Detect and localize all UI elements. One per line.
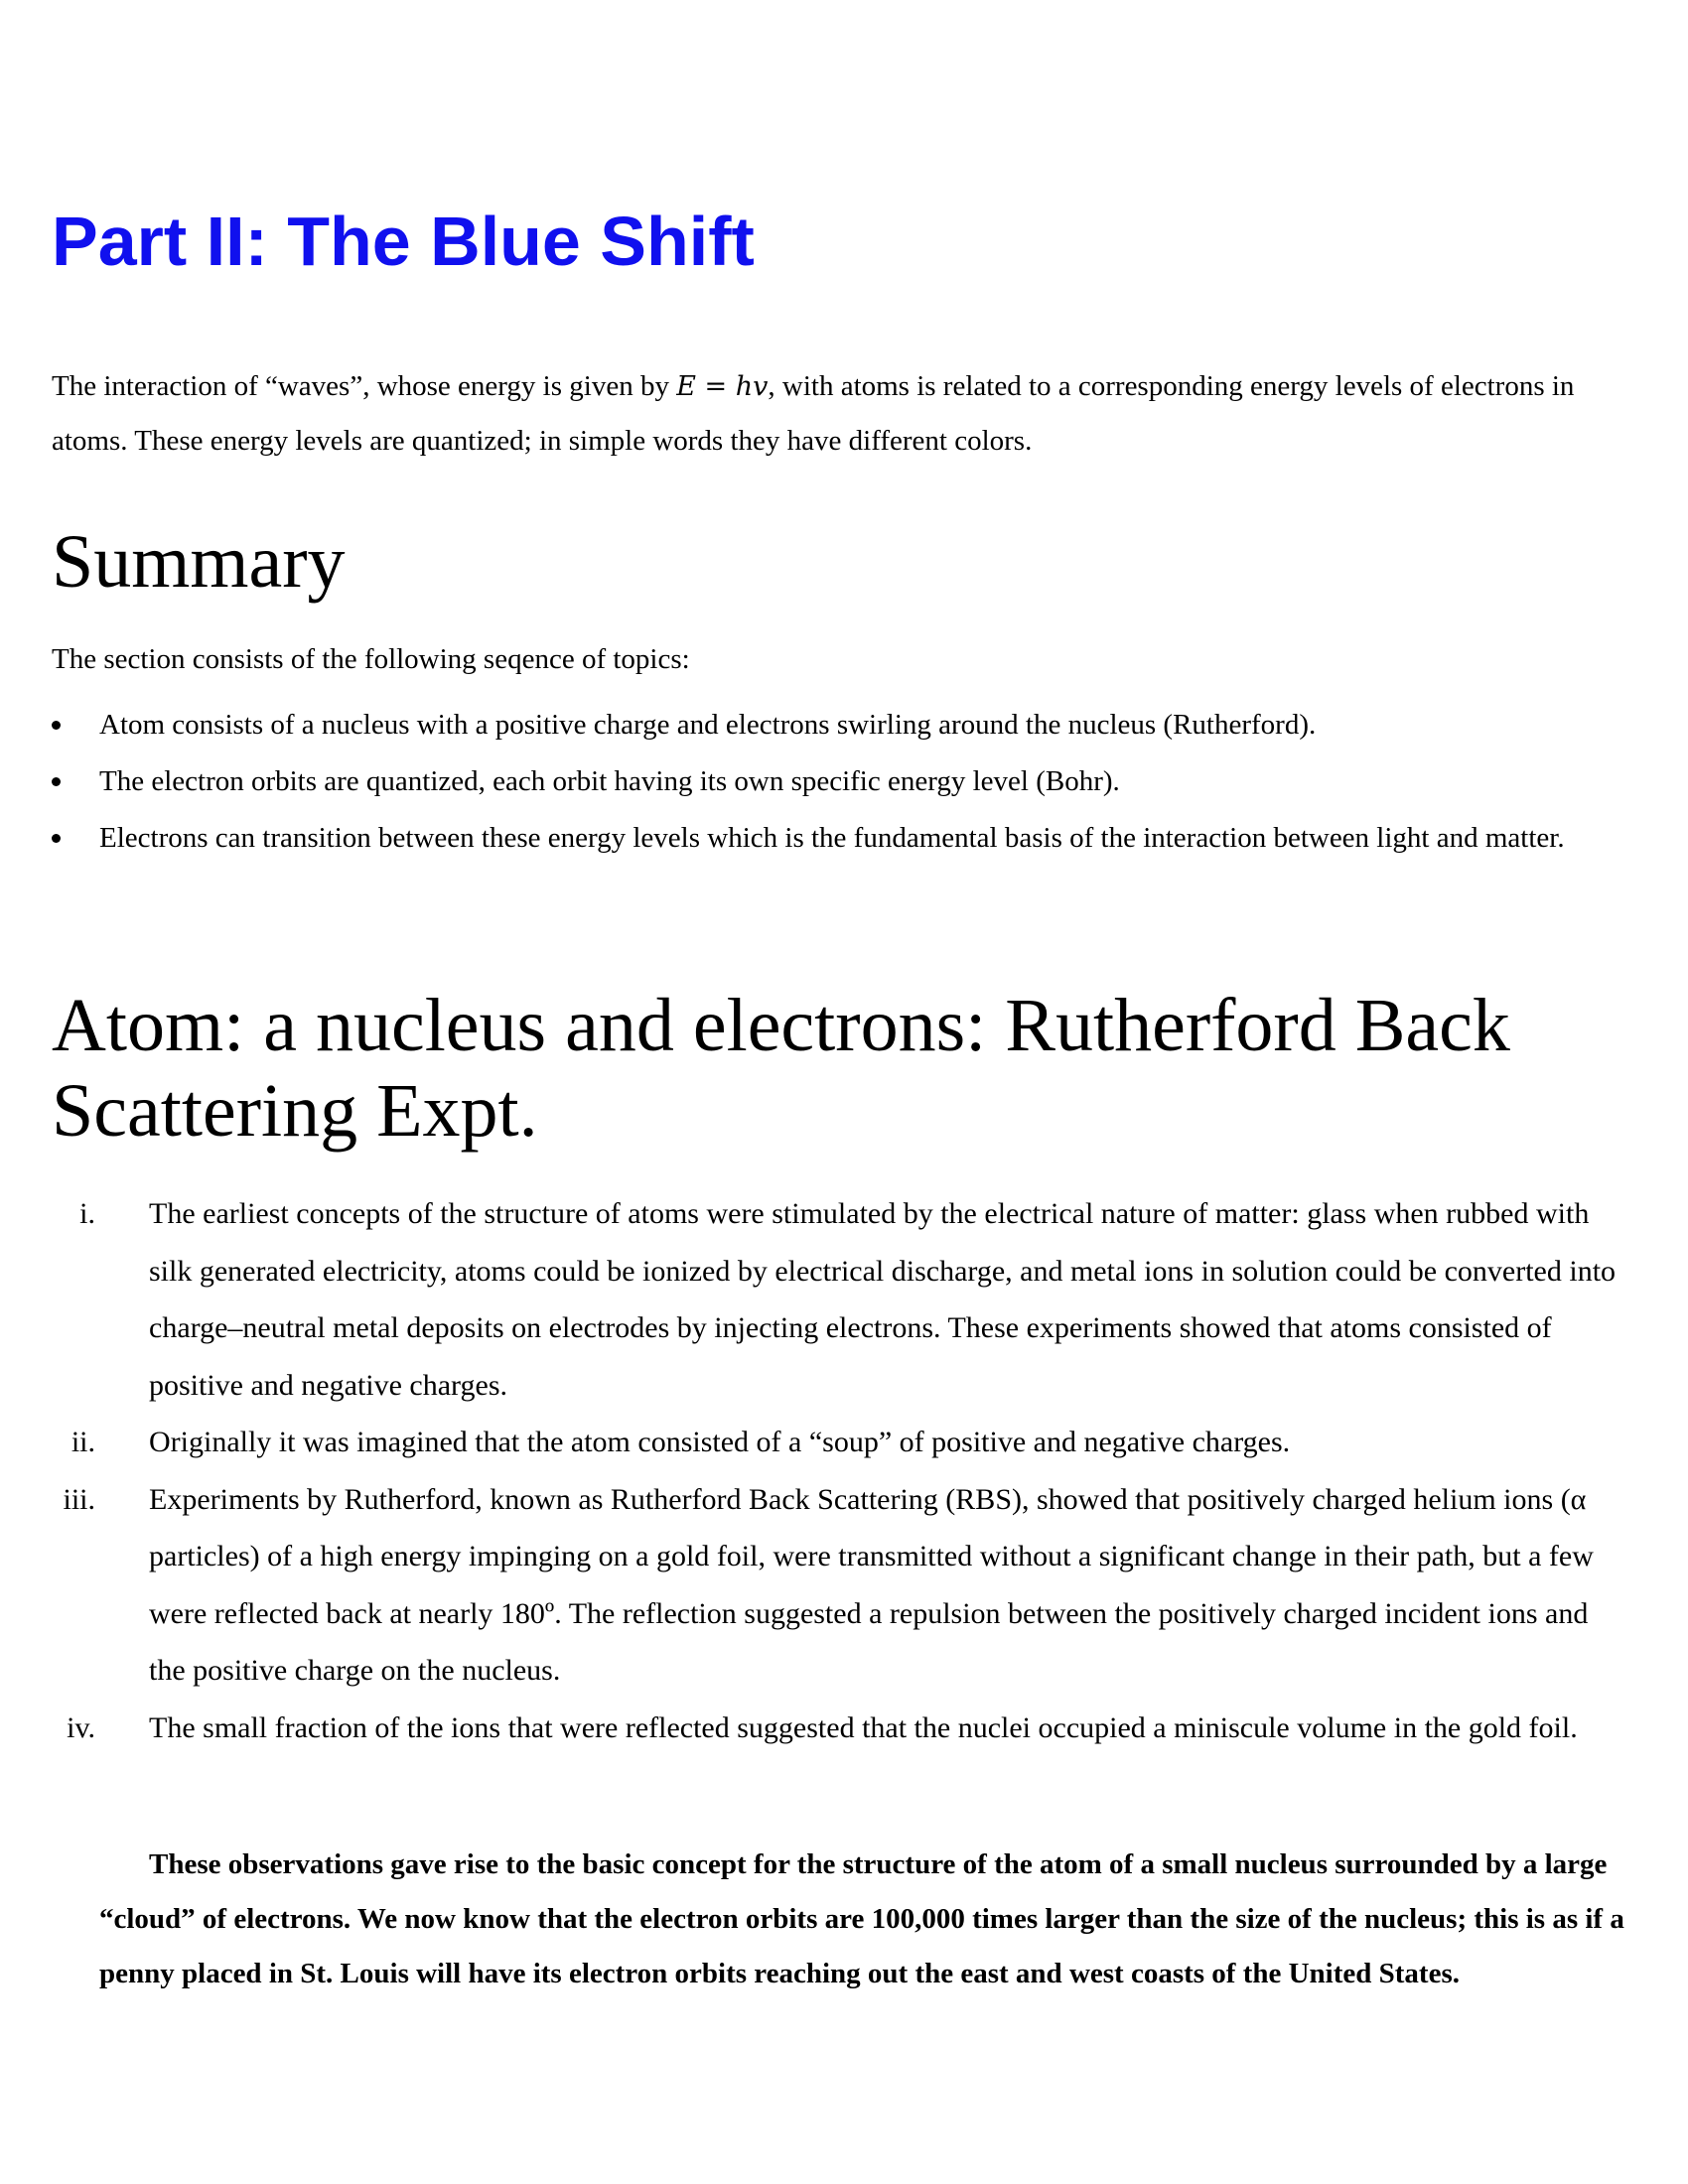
list-number: i.	[79, 1197, 95, 1230]
list-item	[52, 1414, 1630, 1471]
list-item	[52, 1185, 1630, 1414]
list-item-text: The earliest concepts of the structure of atoms were stimulated by the electrical nature of matter: glass when rubbed with silk generated electricity, atoms could be ionized by electrical discharge, and metal ions in solution could be converted into charge–neutral metal deposits on electrodes by injecting electrons. These experiments showed that atoms consisted of positive and negative charges.	[149, 1197, 1617, 1402]
list-item-text: The small fraction of the ions that were reflected suggested that the nuclei occupied a miniscule volume in the gold foil.	[149, 1710, 1578, 1744]
formula-operator: =	[695, 371, 736, 402]
intro-text-end: , with atoms is related to a corresponding energy levels of electrons in atoms. These energy levels are quantized; in simple words they have different colors.	[52, 370, 1575, 457]
summary-heading: Summary	[52, 520, 346, 604]
list-item-text: Originally it was imagined that the atom consisted of a “soup” of positive and negative charges.	[149, 1426, 1291, 1458]
intro-text-start: The interaction of “waves”, whose energy is given by	[52, 370, 677, 402]
list-item	[52, 1700, 1630, 1757]
list-item	[52, 1471, 1630, 1700]
list-number: iv.	[67, 1710, 95, 1744]
intro-paragraph	[52, 359, 1630, 468]
list-item	[52, 753, 1630, 810]
bullet-icon	[52, 777, 61, 786]
atom-section-heading: Atom: a nucleus and electrons: Rutherford Back Scattering Expt.	[52, 984, 1510, 1153]
part-title: Part II: The Blue Shift	[52, 203, 755, 280]
summary-bullet-list	[52, 697, 1630, 867]
bullet-text: Electrons can transition between these energy levels which is the fundamental basis of the interaction between light and matter.	[99, 822, 1565, 854]
bullet-text: The electron orbits are quantized, each orbit having its own specific energy level (Bohr).	[99, 765, 1120, 797]
formula-rhs: hv	[735, 371, 769, 402]
atom-numbered-list	[52, 1185, 1630, 1756]
list-item	[52, 810, 1630, 867]
conclusion-paragraph: These observations gave rise to the basic concept for the structure of the atom of a small nucleus surrounded by a large “cloud” of electrons. We now know that the electron orbits are 100,000 times larger than the size of the nucleus; this is as if a penny placed in St. Louis will have its electron orbits reaching out the east and west coasts of the United States.	[99, 1848, 1624, 1989]
list-number: ii.	[70, 1426, 95, 1458]
energy-formula	[676, 371, 768, 402]
list-item-text: Experiments by Rutherford, known as Rutherford Back Scattering (RBS), showed that positively charged helium ions (α particles) of a high energy impinging on a gold foil, were transmitted without a significant change in their path, but a few were reflected back at nearly 180º. The reflection suggested a repulsion between the positively charged incident ions and the positive charge on the nucleus.	[149, 1482, 1594, 1687]
list-number: iii.	[63, 1482, 95, 1516]
summary-lead-text: The section consists of the following seqence of topics:	[52, 643, 690, 675]
bullet-text: Atom consists of a nucleus with a positive charge and electrons swirling around the nucleus (Rutherford).	[99, 709, 1317, 741]
formula-lhs: E	[676, 371, 696, 402]
list-item	[52, 697, 1630, 753]
bullet-icon	[52, 834, 61, 843]
bullet-icon	[52, 721, 61, 730]
